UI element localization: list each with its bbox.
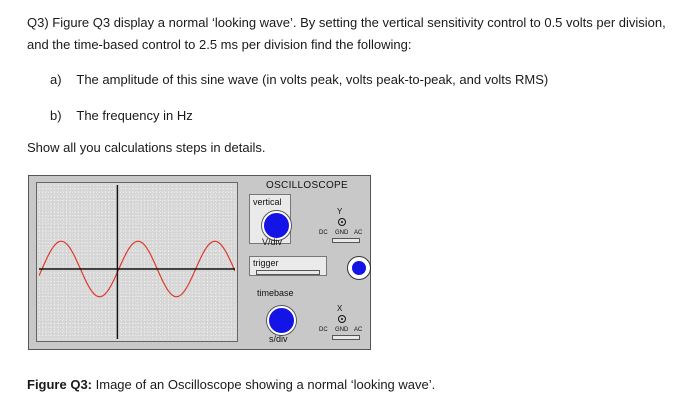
- vertical-control-box: [249, 194, 291, 247]
- timebase-label: timebase: [257, 288, 294, 298]
- question-item-a: [50, 72, 548, 87]
- vertical-label: vertical: [253, 197, 282, 207]
- trigger-button[interactable]: [347, 256, 371, 280]
- y-input-connector-icon: [338, 218, 346, 226]
- x-channel-label: X: [337, 304, 343, 313]
- item-b-label: b): [50, 108, 62, 123]
- y-gnd-label: GND: [335, 230, 349, 236]
- trigger-indicator-icon: [352, 261, 366, 275]
- item-b-text: The frequency in Hz: [76, 108, 193, 123]
- figure-caption: [27, 377, 435, 392]
- vertical-knob[interactable]: [262, 211, 291, 240]
- x-input-connector-icon: [338, 315, 346, 323]
- y-coupling-switch[interactable]: [332, 238, 360, 243]
- item-a-text: The amplitude of this sine wave (in volts peak, volts peak-to-peak, and volts RMS): [76, 72, 549, 87]
- caption-label: Figure Q3:: [27, 377, 93, 392]
- instruction-text: Show all you calculations steps in details.: [27, 140, 266, 155]
- oscilloscope-title: OSCILLOSCOPE: [266, 180, 348, 191]
- y-dc-label: DC: [319, 230, 328, 236]
- vertical-unit: V/div: [262, 237, 283, 247]
- timebase-unit: s/div: [269, 334, 288, 344]
- caption-text: Image of an Oscilloscope showing a normal ‘looking wave’.: [92, 377, 436, 392]
- timebase-knob[interactable]: [267, 306, 296, 335]
- x-dc-label: DC: [319, 327, 328, 333]
- x-ac-label: AC: [354, 327, 363, 333]
- oscilloscope-screen-frame: [36, 182, 238, 342]
- question-item-b: [50, 108, 193, 123]
- oscilloscope-figure: [28, 175, 371, 350]
- x-gnd-label: GND: [335, 327, 349, 333]
- item-a-label: a): [50, 72, 62, 87]
- oscilloscope-screen: [39, 185, 235, 339]
- y-ac-label: AC: [354, 230, 363, 236]
- screen-background: [39, 185, 235, 339]
- trigger-level-slider[interactable]: [256, 270, 320, 275]
- timebase-control-box: [249, 288, 327, 346]
- question-text: Q3) Figure Q3 display a normal ‘looking wave’. By setting the vertical sensitivity control to 0.5 volts per division, and the time-based control to 2.5 ms per division find the following:: [27, 15, 666, 52]
- x-coupling-switch[interactable]: [332, 335, 360, 340]
- trigger-label: trigger: [253, 258, 279, 268]
- y-channel-label: Y: [337, 207, 343, 216]
- trigger-control-box: [249, 256, 327, 276]
